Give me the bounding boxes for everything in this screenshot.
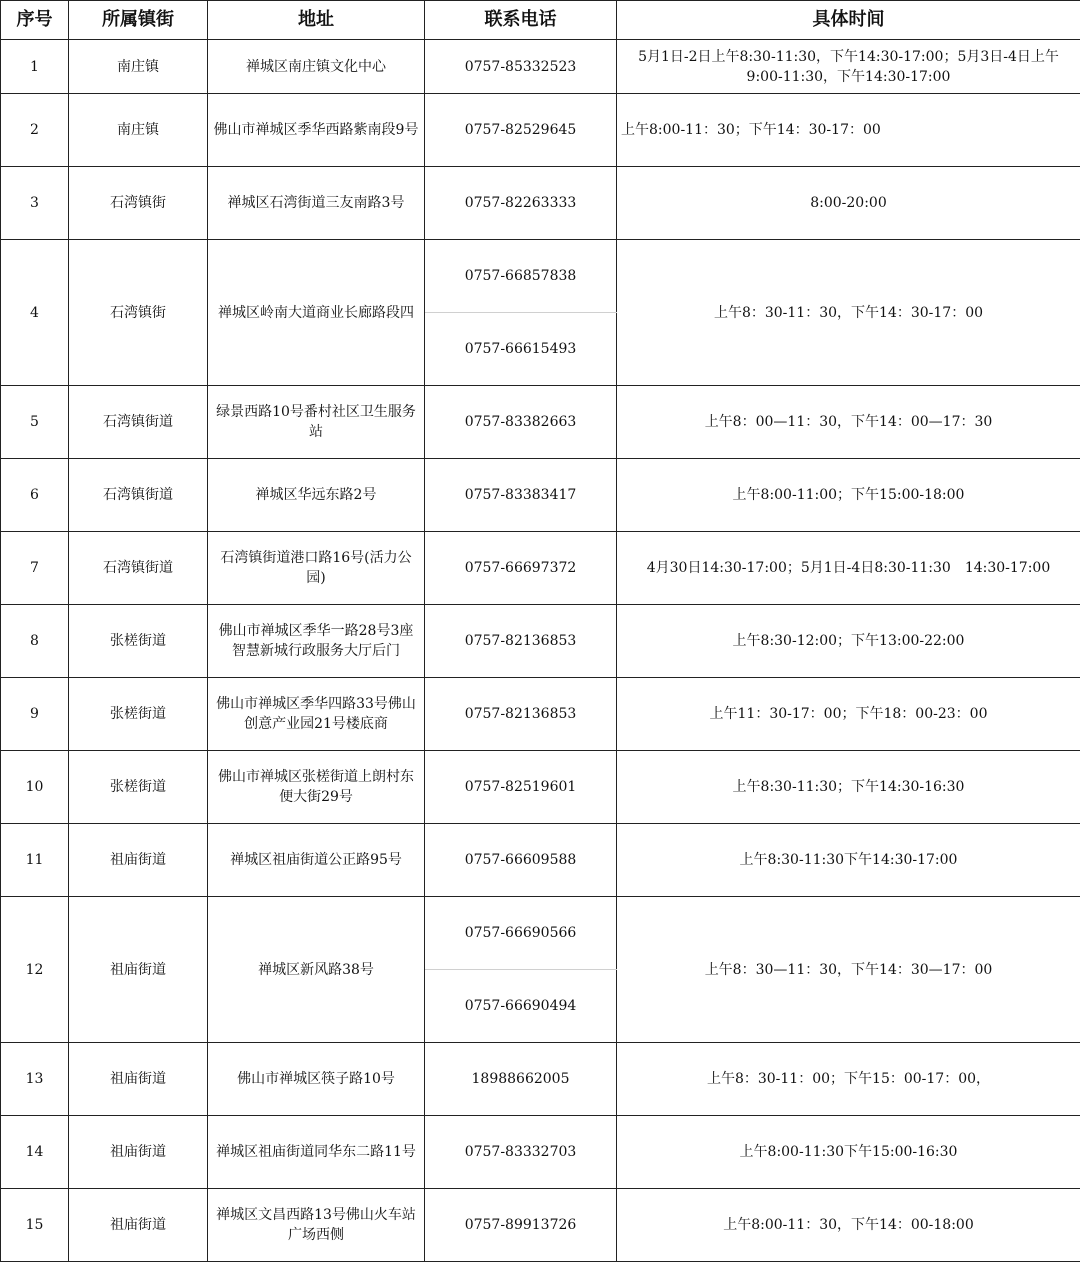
row-no: 2: [1, 94, 69, 167]
row-phone: 0757-82263333: [425, 167, 617, 240]
row-no: 4: [1, 240, 69, 386]
row-phone: 0757-66690566: [425, 897, 617, 970]
table-row: [1, 678, 1080, 751]
table-row: [1, 386, 1080, 459]
row-phone-secondary: 0757-66615493: [425, 313, 617, 386]
row-address: 佛山市禅城区季华西路紫南段9号: [208, 94, 425, 167]
row-address: 佛山市禅城区季华四路33号佛山创意产业园21号楼底商: [208, 678, 425, 751]
row-time: 上午8：00—11：30，下午14：00—17：30: [617, 386, 1080, 459]
row-town: 张槎街道: [69, 678, 208, 751]
row-town: 石湾镇街: [69, 167, 208, 240]
header-town: 所属镇街: [69, 1, 208, 40]
row-no: 1: [1, 40, 69, 94]
row-address: 禅城区石湾街道三友南路3号: [208, 167, 425, 240]
row-address: 禅城区文昌西路13号佛山火车站广场西侧: [208, 1189, 425, 1262]
row-no: 3: [1, 167, 69, 240]
row-phone: 0757-89913726: [425, 1189, 617, 1262]
row-address: 禅城区新风路38号: [208, 897, 425, 1043]
row-town: 张槎街道: [69, 751, 208, 824]
row-no: 15: [1, 1189, 69, 1262]
row-address: 石湾镇街道港口路16号(活力公园): [208, 532, 425, 605]
row-address: 佛山市禅城区季华一路28号3座智慧新城行政服务大厅后门: [208, 605, 425, 678]
row-phone: 0757-66697372: [425, 532, 617, 605]
row-town: 祖庙街道: [69, 1116, 208, 1189]
row-address: 禅城区南庄镇文化中心: [208, 40, 425, 94]
row-address: 禅城区华远东路2号: [208, 459, 425, 532]
row-time: 8:00-20:00: [617, 167, 1080, 240]
row-time: 上午8:30-11:30；下午14:30-16:30: [617, 751, 1080, 824]
row-no: 5: [1, 386, 69, 459]
row-town: 南庄镇: [69, 40, 208, 94]
row-phone: 0757-83332703: [425, 1116, 617, 1189]
row-time: 上午8:00-11:30下午15:00-16:30: [617, 1116, 1080, 1189]
header-row: [1, 1, 1080, 40]
row-time: 上午11：30-17：00；下午18：00-23：00: [617, 678, 1080, 751]
row-phone: 0757-83382663: [425, 386, 617, 459]
row-town: 南庄镇: [69, 94, 208, 167]
row-address: 佛山市禅城区张槎街道上朗村东便大街29号: [208, 751, 425, 824]
row-no: 12: [1, 897, 69, 1043]
table-row: [1, 1043, 1080, 1116]
row-town: 祖庙街道: [69, 897, 208, 1043]
row-time: 上午8：30-11：00；下午15：00-17：00，: [617, 1043, 1080, 1116]
row-phone: 18988662005: [425, 1043, 617, 1116]
table-row: [1, 240, 1080, 313]
row-phone: 0757-66857838: [425, 240, 617, 313]
row-town: 张槎街道: [69, 605, 208, 678]
row-phone: 0757-85332523: [425, 40, 617, 94]
row-no: 7: [1, 532, 69, 605]
table-row: [1, 751, 1080, 824]
row-time: 上午8:00-11：30；下午14：30-17：00: [617, 94, 1080, 167]
row-time: 上午8:30-12:00；下午13:00-22:00: [617, 605, 1080, 678]
table-row: [1, 459, 1080, 532]
header-no: 序号: [1, 1, 69, 40]
row-time: 上午8:00-11：30，下午14：00-18:00: [617, 1189, 1080, 1262]
row-time: 5月1日-2日上午8:30-11:30，下午14:30-17:00；5月3日-4日上午9:00-11:30，下午14:30-17:00: [617, 40, 1080, 94]
row-town: 祖庙街道: [69, 1043, 208, 1116]
row-phone: 0757-82529645: [425, 94, 617, 167]
row-town: 祖庙街道: [69, 1189, 208, 1262]
row-no: 10: [1, 751, 69, 824]
row-town: 石湾镇街: [69, 240, 208, 386]
table-row: [1, 94, 1080, 167]
row-address: 绿景西路10号番村社区卫生服务站: [208, 386, 425, 459]
row-address: 禅城区祖庙街道同华东二路11号: [208, 1116, 425, 1189]
row-address: 禅城区岭南大道商业长廊路段四: [208, 240, 425, 386]
row-town: 祖庙街道: [69, 824, 208, 897]
row-phone: 0757-83383417: [425, 459, 617, 532]
table-row: [1, 40, 1080, 94]
table-row: [1, 532, 1080, 605]
row-phone-secondary: 0757-66690494: [425, 970, 617, 1043]
row-no: 13: [1, 1043, 69, 1116]
row-phone: 0757-82519601: [425, 751, 617, 824]
row-no: 14: [1, 1116, 69, 1189]
row-no: 6: [1, 459, 69, 532]
row-address: 禅城区祖庙街道公正路95号: [208, 824, 425, 897]
table-row: [1, 1189, 1080, 1262]
row-time: 上午8：30—11：30，下午14：30—17：00: [617, 897, 1080, 1043]
table-row: [1, 1116, 1080, 1189]
row-phone: 0757-82136853: [425, 678, 617, 751]
table-row: [1, 605, 1080, 678]
row-time: 上午8:30-11:30下午14:30-17:00: [617, 824, 1080, 897]
row-town: 石湾镇街道: [69, 386, 208, 459]
row-no: 9: [1, 678, 69, 751]
table-row: [1, 167, 1080, 240]
row-time: 上午8：30-11：30，下午14：30-17：00: [617, 240, 1080, 386]
row-town: 石湾镇街道: [69, 532, 208, 605]
header-phone: 联系电话: [425, 1, 617, 40]
row-time: 上午8:00-11:00；下午15:00-18:00: [617, 459, 1080, 532]
header-time: 具体时间: [617, 1, 1080, 40]
row-phone: 0757-82136853: [425, 605, 617, 678]
table-row: [1, 824, 1080, 897]
row-no: 11: [1, 824, 69, 897]
row-time: 4月30日14:30-17:00；5月1日-4日8:30-11:30 14:30-17:00: [617, 532, 1080, 605]
header-address: 地址: [208, 1, 425, 40]
table-row: [1, 897, 1080, 970]
row-address: 佛山市禅城区筷子路10号: [208, 1043, 425, 1116]
row-phone: 0757-66609588: [425, 824, 617, 897]
row-town: 石湾镇街道: [69, 459, 208, 532]
row-no: 8: [1, 605, 69, 678]
